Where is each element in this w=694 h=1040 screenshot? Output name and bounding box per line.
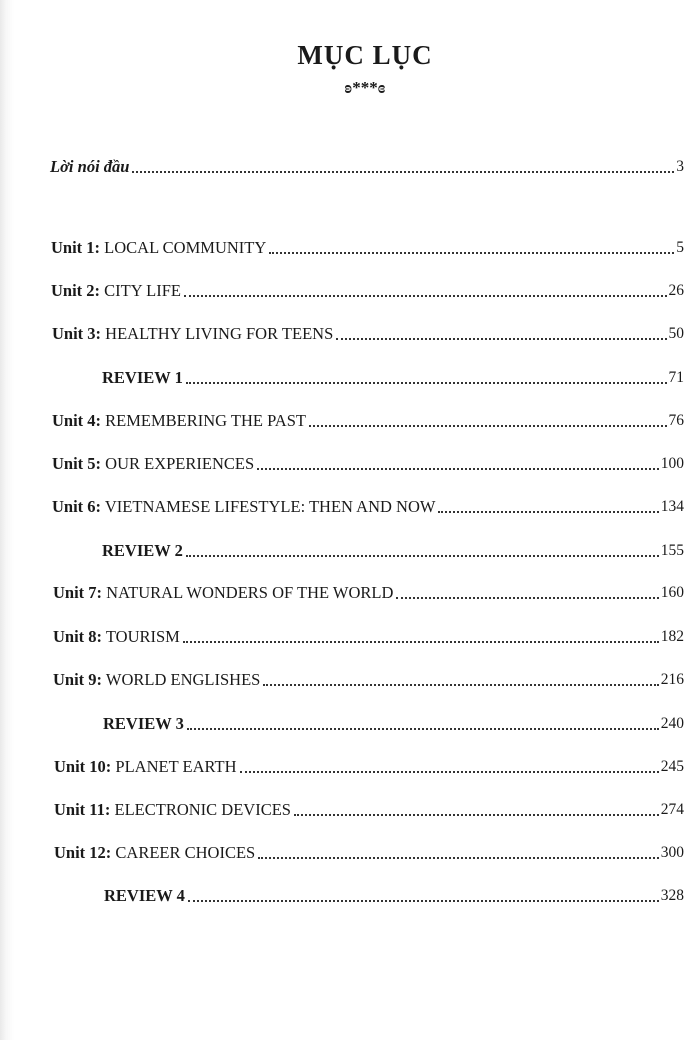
toc-entry-label [102,540,183,562]
toc-unit-number: Unit 6: [52,497,102,516]
toc-entry-label [54,756,237,778]
toc-page-number: 216 [660,671,684,688]
toc-unit-number: Unit 2: [51,281,101,300]
toc-unit-number: Unit 1: [51,238,101,257]
dot-leader [438,510,658,513]
dot-leader [269,251,674,254]
toc-entry-label [51,280,181,302]
toc-unit-entry [53,626,684,648]
toc-unit-entry [52,323,684,345]
toc-unit-number: Unit 5: [52,454,102,473]
toc-entry-title: NATURAL WONDERS OF THE WORLD [106,583,394,602]
toc-unit-number: Unit 7: [53,583,103,602]
toc-unit-number: Unit 12: [54,843,112,862]
toc-intro-entry [50,156,684,178]
toc-unit-entry [54,756,684,778]
toc-unit-number: Unit 9: [53,670,103,689]
toc-entry-label [54,799,291,821]
toc-entry-label [52,410,306,432]
toc-entry-label [53,626,180,648]
dot-leader [183,640,659,643]
dot-leader [184,294,666,297]
toc-entry-label [50,156,129,178]
dot-leader [240,770,659,773]
dot-leader [186,381,667,384]
toc-page-number: 155 [660,542,684,559]
toc-unit-number: Unit 3: [52,324,102,343]
toc-entry-label [103,713,184,735]
toc-page-number: 160 [660,584,684,601]
toc-page-number: 76 [668,412,684,429]
toc-unit-entry [54,799,684,821]
toc-entry-title: TOURISM [105,627,180,646]
toc-unit-number: Unit 10: [54,757,112,776]
toc-page-number: 240 [660,715,684,732]
dot-leader [294,813,659,816]
toc-entry-title: REVIEW 1 [102,368,183,387]
toc-page-number: 100 [660,455,684,472]
toc-entry-title: REVIEW 4 [104,886,185,905]
dot-leader [309,424,667,427]
toc-unit-entry [51,237,684,259]
toc-unit-entry [53,669,684,691]
dot-leader [186,554,659,557]
dot-leader [258,856,659,859]
toc-page-number: 71 [668,369,684,386]
toc-page-number: 328 [660,887,684,904]
dot-leader [336,337,666,340]
toc-entry-title: REMEMBERING THE PAST [105,411,306,430]
dot-leader [396,596,658,599]
toc-entry-label [52,323,333,345]
title-ornament: ʚ***ɞ [344,78,386,97]
page-title: MỤC LỤC [297,40,433,70]
toc-review-entry [102,540,684,562]
dot-leader [188,899,659,902]
toc-unit-entry [51,280,684,302]
toc-unit-number: Unit 8: [53,627,103,646]
toc-entry-title: LOCAL COMMUNITY [104,238,267,257]
toc-entry-title: HEALTHY LIVING FOR TEENS [105,324,334,343]
dot-leader [132,170,674,173]
dot-leader [257,467,659,470]
toc-unit-entry [52,453,684,475]
dot-leader [187,727,659,730]
toc-review-entry [102,367,684,389]
toc-entry-title: WORLD ENGLISHES [105,670,261,689]
toc-unit-entry [52,410,684,432]
toc-entry-label [52,496,435,518]
toc-unit-entry [52,496,684,518]
toc-entry-title: REVIEW 2 [102,541,183,560]
toc-entry-label [53,582,393,604]
toc-unit-entry [53,582,684,604]
toc-entry-label [102,367,183,389]
toc-page-number: 5 [676,239,684,256]
toc-page-number: 274 [660,801,684,818]
toc-entry-label [53,669,260,691]
toc-page-number: 300 [660,844,684,861]
toc-page-number: 50 [668,325,684,342]
toc-review-entry [103,713,684,735]
toc-entry-label [104,885,185,907]
toc-review-entry [104,885,684,907]
toc-entry-title: ELECTRONIC DEVICES [114,800,291,819]
toc-entry-title: VIETNAMESE LIFESTYLE: THEN AND NOW [104,497,436,516]
toc-page-number: 26 [668,282,684,299]
toc-entry-title: Lời nói đầu [50,157,130,176]
dot-leader [263,683,658,686]
toc-entry-title: OUR EXPERIENCES [105,454,255,473]
toc-unit-number: Unit 4: [52,411,102,430]
toc-entry-label [54,842,255,864]
toc-entry-title: REVIEW 3 [103,714,184,733]
toc-page-number: 134 [660,498,684,515]
toc-unit-entry [54,842,684,864]
toc-page-number: 3 [676,158,684,175]
toc-page-number: 182 [660,628,684,645]
toc-unit-number: Unit 11: [54,800,111,819]
toc-entry-title: CAREER CHOICES [115,843,256,862]
toc-entry-title: PLANET EARTH [115,757,237,776]
toc-page-number: 245 [660,758,684,775]
toc-entry-label [52,453,254,475]
toc-entry-title: CITY LIFE [104,281,182,300]
toc-entry-label [51,237,266,259]
